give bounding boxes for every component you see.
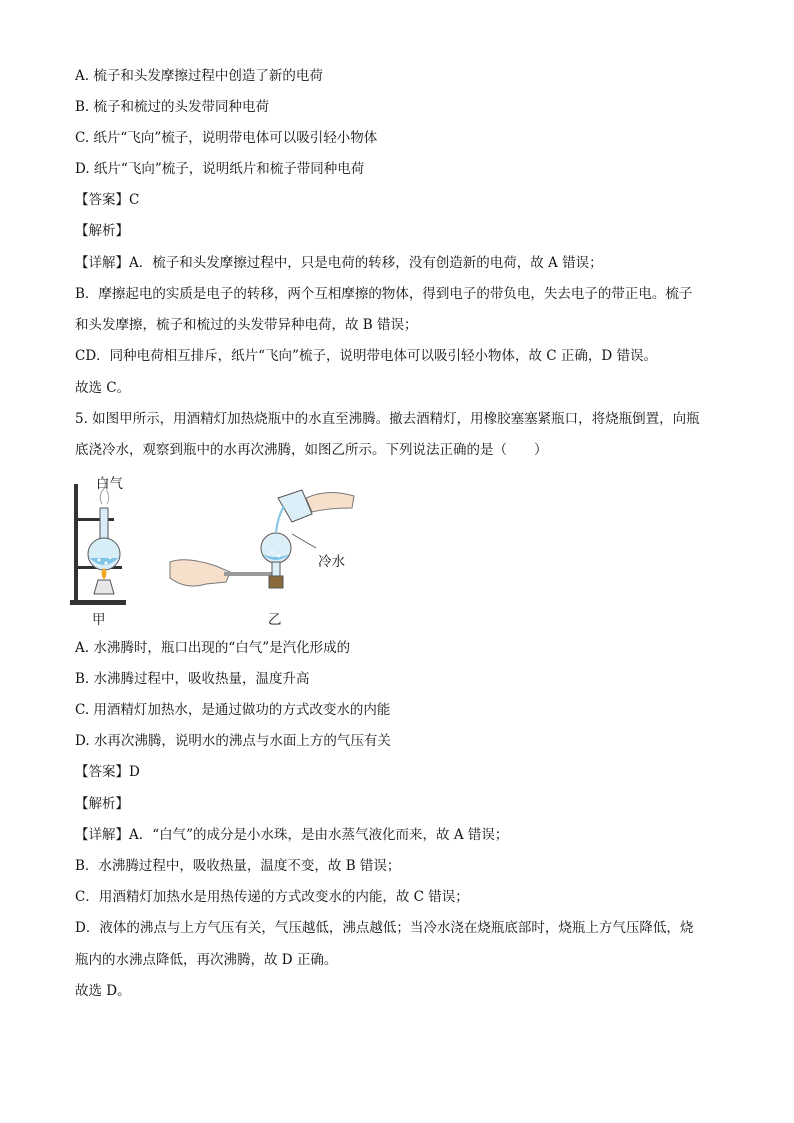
q5-option-a: A. 水沸腾时，瓶口出现的“白气”是汽化形成的 xyxy=(75,640,351,656)
q5-stem-line: 底浇冷水，观察到瓶中的水再次沸腾，如图乙所示。下列说法正确的是（ ） xyxy=(75,442,548,458)
q5-detail-line: 瓶内的水沸点降低，再次沸腾，故 D 正确。 xyxy=(75,952,338,968)
label-jia: 甲 xyxy=(92,612,106,628)
q5-option-b: B. 水沸腾过程中，吸收热量，温度升高 xyxy=(75,671,310,687)
q4-detail-line: CD．同种电荷相互排斥，纸片“飞向”梳子，说明带电体可以吸引轻小物体，故 C 正确，D 错误。 xyxy=(75,348,657,364)
q5-option-c: C. 用酒精灯加热水，是通过做功的方式改变水的内能 xyxy=(75,702,391,718)
q5-detail-line: B．水沸腾过程中，吸收热量，温度不变，故 B 错误； xyxy=(75,858,401,874)
label-leng-shui: 冷水 xyxy=(318,554,345,570)
q4-option-b: B. 梳子和梳过的头发带同种电荷 xyxy=(75,99,270,115)
q4-detail-line: 和头发摩擦，梳子和梳过的头发带异种电荷，故 B 错误； xyxy=(75,317,418,333)
q5-option-d: D. 水再次沸腾，说明水的沸点与水面上方的气压有关 xyxy=(75,733,391,749)
label-yi: 乙 xyxy=(268,612,282,628)
q5-answer: 【答案】D xyxy=(75,764,140,780)
experiment-figure xyxy=(66,468,366,628)
q5-detail-line: D．液体的沸点与上方气压有关，气压越低，沸点越低；当冷水浇在烧瓶底部时，烧瓶上方气压降低，烧 xyxy=(75,920,694,936)
q5-analysis-label: 【解析】 xyxy=(75,796,129,812)
q4-detail-line: B．摩擦起电的实质是电子的转移，两个互相摩擦的物体，得到电子的带负电，失去电子的带正电。梳子 xyxy=(75,286,693,302)
q4-option-c: C. 纸片“飞向”梳子，说明带电体可以吸引轻小物体 xyxy=(75,130,378,146)
q5-detail-line: 【详解】A．“白气”的成分是小水珠，是由水蒸气液化而来，故 A 错误； xyxy=(75,827,509,843)
q4-detail-line: 故选 C。 xyxy=(75,380,131,396)
label-bai-qi: 白气 xyxy=(96,476,123,492)
q5-stem-line: 5. 如图甲所示，用酒精灯加热烧瓶中的水直至沸腾。撤去酒精灯，用橡胶塞塞紧瓶口，将烧瓶倒置，向瓶 xyxy=(75,411,700,427)
q4-option-d: D. 纸片“飞向”梳子，说明纸片和梳子带同种电荷 xyxy=(75,161,365,177)
figure-yi-apparatus xyxy=(170,490,354,588)
q5-detail-line: 故选 D。 xyxy=(75,983,131,999)
q4-option-a: A. 梳子和头发摩擦过程中创造了新的电荷 xyxy=(75,68,323,84)
q4-analysis-label: 【解析】 xyxy=(75,223,129,239)
figure-jia-apparatus xyxy=(70,478,126,605)
experiment-illustration xyxy=(66,468,366,628)
q4-answer: 【答案】C xyxy=(75,192,140,208)
q5-detail-line: C．用酒精灯加热水是用热传递的方式改变水的内能，故 C 错误； xyxy=(75,889,469,905)
q4-detail-line: 【详解】A．梳子和头发摩擦过程中，只是电荷的转移，没有创造新的电荷，故 A 错误； xyxy=(75,255,603,271)
